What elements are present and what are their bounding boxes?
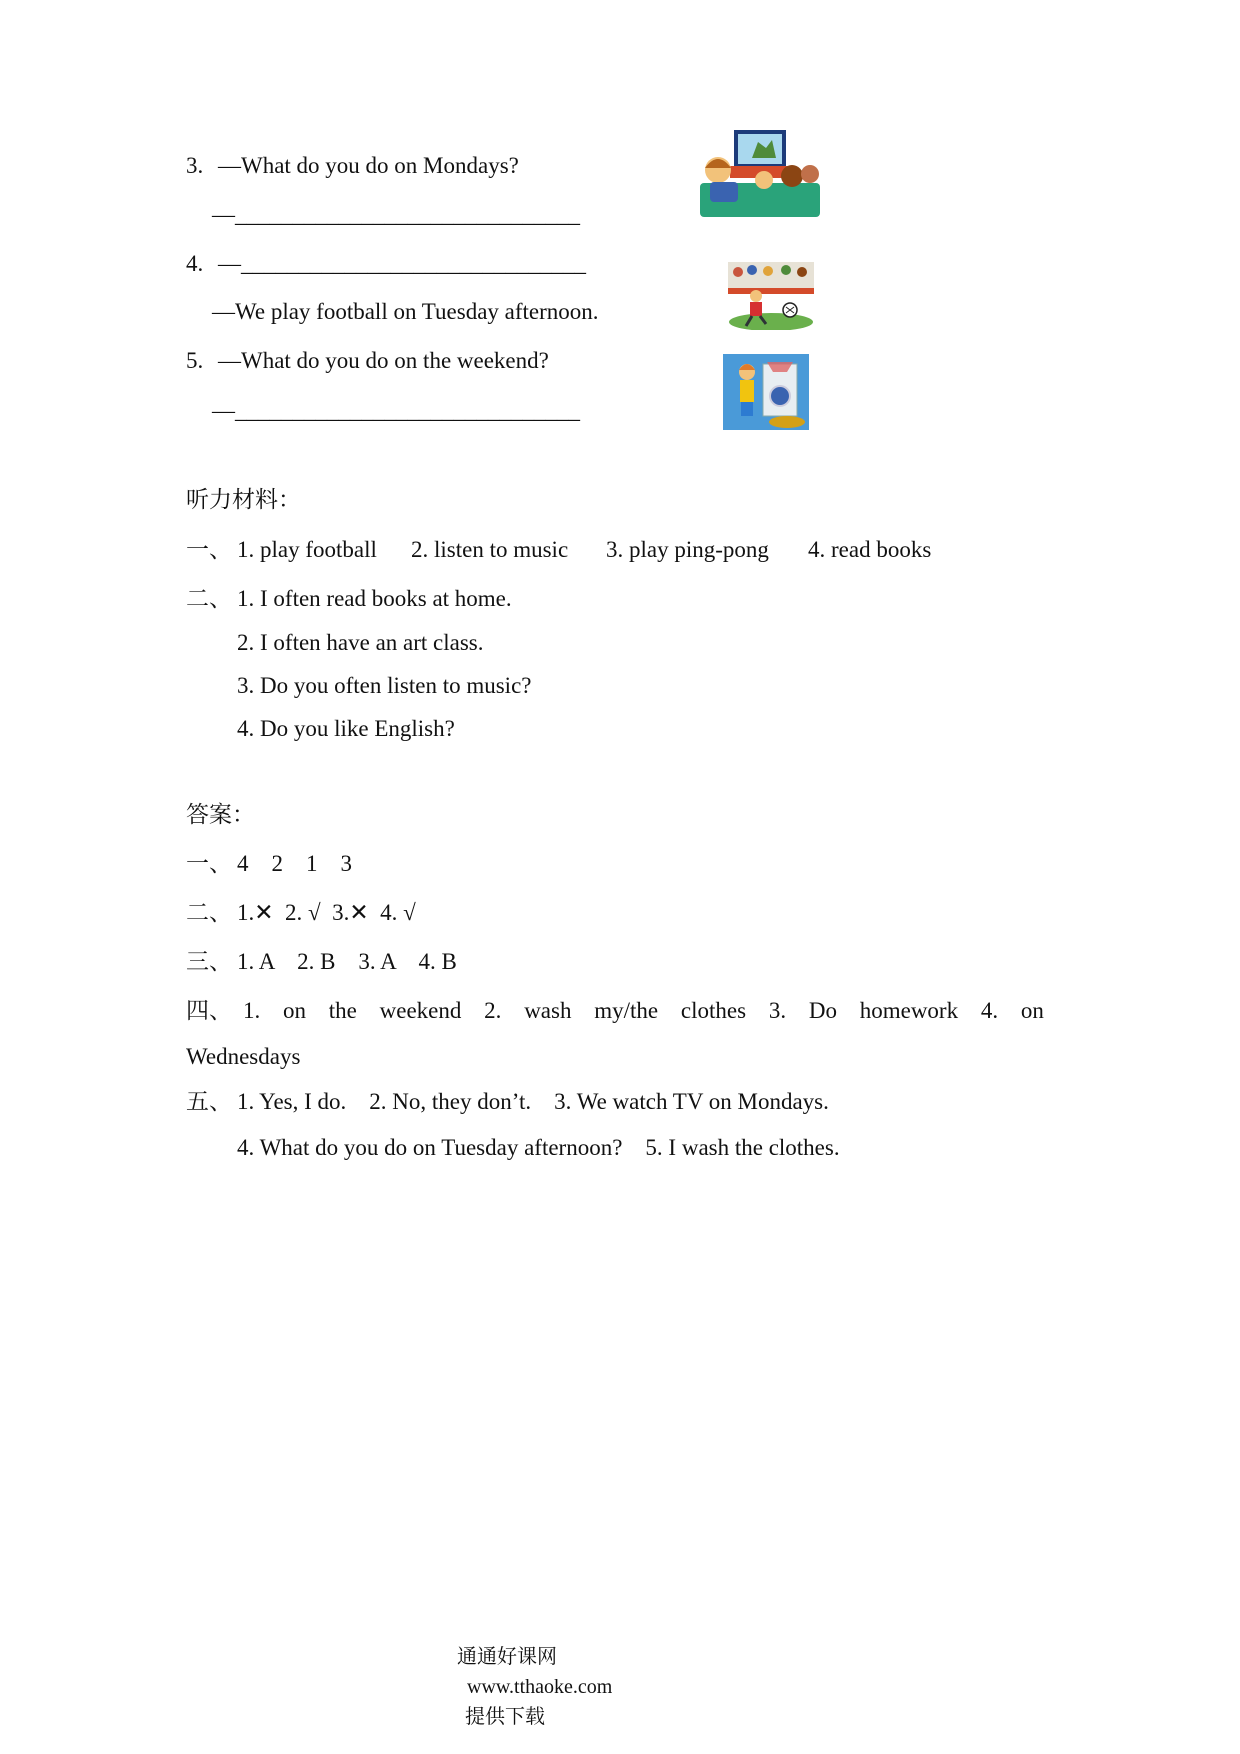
footer-url: www.tthaoke.com [467, 1676, 613, 1698]
answer-5-label: 五、 [186, 1089, 232, 1114]
q4-question-line: —______________________________ [218, 251, 586, 276]
answer-1-text: 4 2 1 3 [237, 851, 352, 876]
answer-5-line2: 4. What do you do on Tuesday afternoon? 5. I wash the clothes. [237, 1135, 840, 1160]
q5-question: —What do you do on the weekend? [218, 348, 549, 373]
answer-4-word: clothes [680, 998, 747, 1023]
answer-4-word: homework [859, 998, 959, 1023]
footer-suffix: 提供下载 [465, 1706, 545, 1728]
answer-4-word: wash [524, 998, 572, 1023]
answers-heading: 答案： [186, 802, 255, 827]
answer-4-line [243, 996, 1044, 1026]
listening-part2-label: 二、 [186, 586, 232, 611]
answer-5-line1: 1. Yes, I do. 2. No, they don’t. 3. We watch TV on Mondays. [237, 1089, 829, 1114]
answer-4-word: weekend [379, 998, 462, 1023]
footer [447, 1612, 612, 1732]
playing-football-picture [728, 262, 814, 330]
q5-answer-line: —______________________________ [212, 398, 580, 423]
q5-number: 5. [186, 348, 204, 373]
answer-3-label: 三、 [186, 949, 232, 974]
answer-2-label: 二、 [186, 900, 232, 925]
answer-3-text: 1. A 2. B 3. A 4. B [237, 949, 457, 974]
answer-4-word: on [1020, 998, 1044, 1023]
listening-part2-item: 3. Do you often listen to music? [237, 673, 532, 698]
q3-number: 3. [186, 153, 204, 178]
footer-site: 通通好课网 [457, 1646, 557, 1668]
answer-4-word: 2. [484, 998, 502, 1023]
listening-part2-item: 2. I often have an art class. [237, 630, 484, 655]
answer-4-label: 四、 [186, 998, 232, 1023]
listening-part2-item: 4. Do you like English? [237, 716, 455, 741]
q3-answer-line: —______________________________ [212, 202, 580, 227]
answer-4-word: Do [808, 998, 837, 1023]
answer-4-word: 4. [980, 998, 999, 1023]
answer-4-word: my/the [594, 998, 659, 1023]
listening-part1-item: 3. play ping-pong [606, 537, 769, 562]
answer-4-word: on [283, 998, 307, 1023]
q3-question: —What do you do on Mondays? [218, 153, 519, 178]
listening-part1-item: 4. read books [808, 537, 932, 562]
listening-part1-item: 1. play football [237, 537, 377, 562]
q4-answer: —We play football on Tuesday afternoon. [212, 299, 599, 324]
answer-4-word: the [328, 998, 357, 1023]
answer-2-text: 1.✕ 2. √ 3.✕ 4. √ [237, 900, 416, 925]
watching-tv-picture [700, 128, 820, 218]
answer-4-continuation: Wednesdays [186, 1044, 301, 1069]
answer-4-word: 3. [768, 998, 787, 1023]
answer-1-label: 一、 [186, 851, 232, 876]
listening-heading: 听力材料： [186, 487, 301, 512]
listening-part2-item: 1. I often read books at home. [237, 586, 512, 611]
listening-part1-item: 2. listen to music [411, 537, 569, 562]
washing-clothes-picture [723, 354, 809, 430]
answer-4-word: 1. [243, 998, 261, 1023]
listening-part1-label: 一、 [186, 537, 232, 562]
q4-number: 4. [186, 251, 204, 276]
